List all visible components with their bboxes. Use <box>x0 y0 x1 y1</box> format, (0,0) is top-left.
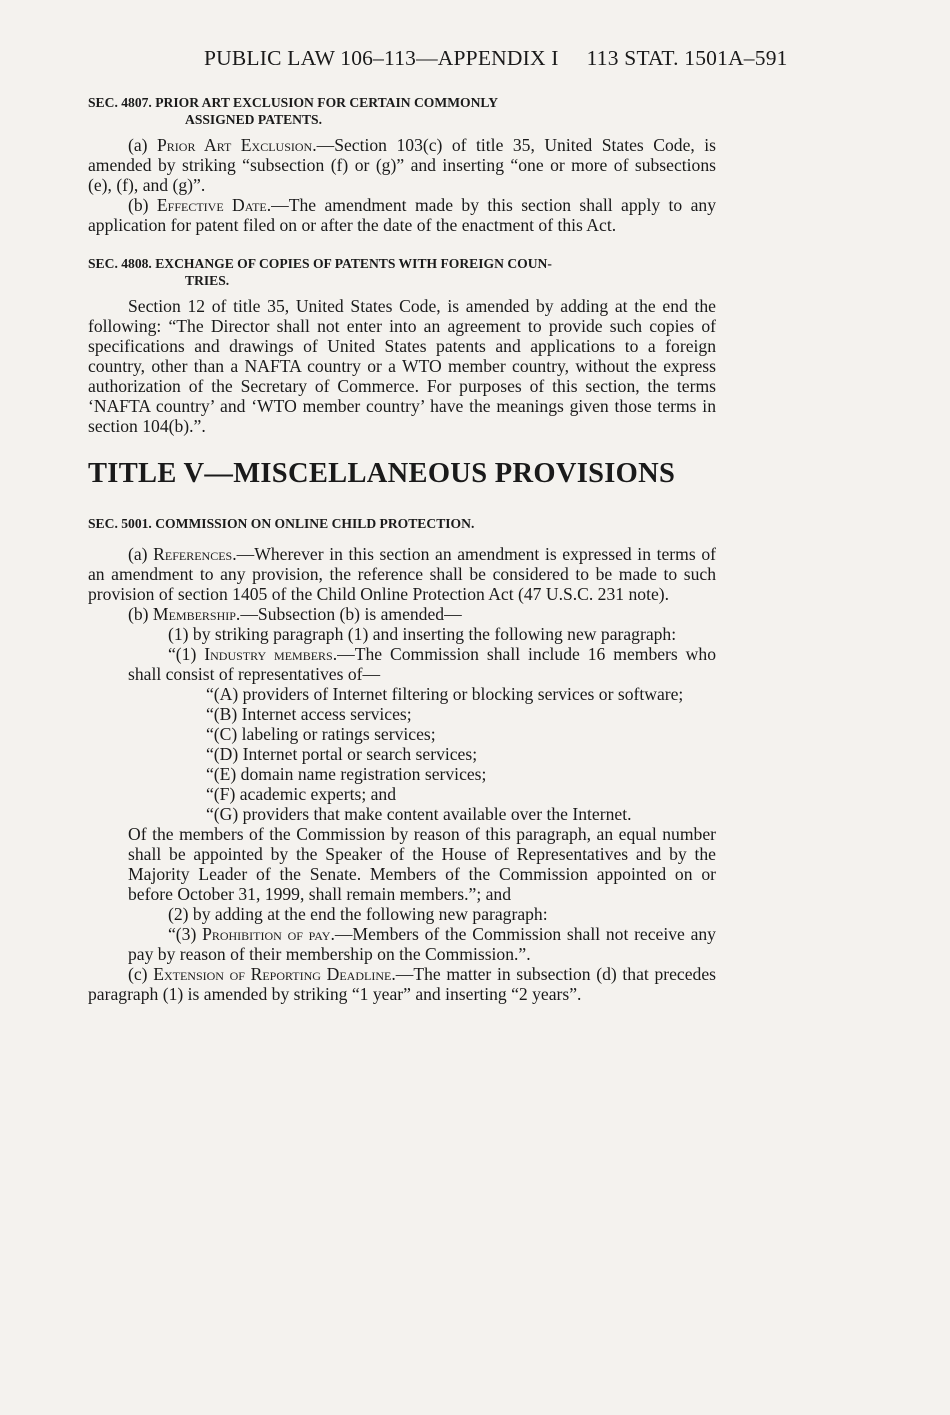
sec-5001-subsection-c: (c) Extension of Reporting Deadline.—The matter in subsection (d) that precedes paragraph (1) is amended by striking “1 year” and inserting “2 years”. <box>88 964 716 1004</box>
running-head-right: 113 STAT. 1501A–591 <box>586 46 788 70</box>
sec-4807-a-caption: Prior Art Exclusion <box>157 135 313 155</box>
quoted-paragraph-1: “(1) Industry members.—The Commission shall include 16 members who shall consist of representatives of— <box>128 644 716 684</box>
sec-4807-subsection-a: (a) Prior Art Exclusion.—Section 103(c) of title 35, United States Code, is amended by striking “subsection (f) or (g)” and inserting “one or more of subsections (e), (f), and (g)”. <box>88 135 716 195</box>
paragraph-2: (2) by adding at the end the following new paragraph: <box>168 904 548 924</box>
list-item-c: “(C) labeling or ratings services; <box>206 724 436 744</box>
list-item-a: “(A) providers of Internet filtering or blocking services or software; <box>206 684 684 704</box>
running-head <box>204 46 788 71</box>
sec-4807-heading <box>88 94 716 128</box>
industry-members-caption: Industry members <box>204 644 333 664</box>
list-item-g: “(G) providers that make content available over the Internet. <box>206 804 632 824</box>
sec-4807-heading-line1: SEC. 4807. PRIOR ART EXCLUSION FOR CERTAIN COMMONLY <box>88 95 499 110</box>
sec-5001-c-caption: Extension of Reporting Deadline <box>153 964 392 984</box>
sec-5001-a-caption: References <box>153 544 233 564</box>
sec-4807-b-caption: Effective Date <box>156 195 267 215</box>
paragraph-1: (1) by striking paragraph (1) and inserting the following new paragraph: <box>168 624 677 644</box>
sec-4807-heading-line2: ASSIGNED PATENTS. <box>185 112 322 127</box>
sec-5001-heading: SEC. 5001. COMMISSION ON ONLINE CHILD PROTECTION. <box>88 516 475 531</box>
sec-4808-heading-line1: SEC. 4808. EXCHANGE OF COPIES OF PATENTS WITH FOREIGN COUN- <box>88 256 552 271</box>
list-item-e: “(E) domain name registration services; <box>206 764 487 784</box>
sec-5001-subsection-a: (a) References.—Wherever in this section an amendment is expressed in terms of an amendment to any provision, the reference shall be considered to be made to such provision of section 1405 of the Child Online Protection Act (47 U.S.C. 231 note). <box>88 544 716 604</box>
sec-4808-text: Section 12 of title 35, United States Code, is amended by adding at the end the following: “The Director shall not enter into an agreement to provide such copies of specifications and drawings of United States patents and applications to a foreign country, other than a NAFTA country or a WTO member country, without the express authorization of the Secretary of Commerce. For purposes of this section, the terms ‘NAFTA country’ and ‘WTO member country’ have the meanings given those terms in section 104(b).”. <box>88 296 716 436</box>
sec-4808-heading <box>88 255 716 289</box>
list-item-f: “(F) academic experts; and <box>206 784 397 804</box>
body-column <box>88 94 716 1004</box>
sec-5001-subsection-b: (b) Membership.—Subsection (b) is amended— <box>128 604 462 624</box>
list-item-d: “(D) Internet portal or search services; <box>206 744 478 764</box>
title-v-heading: TITLE V—MISCELLANEOUS PROVISIONS <box>88 458 676 489</box>
members-paragraph: Of the members of the Commission by reason of this paragraph, an equal number shall be appointed by the Speaker of the House of Representatives and by the Majority Leader of the Senate. Members of the Commission appointed on or before October 31, 1999, shall remain members.”; and <box>128 824 716 904</box>
prohibition-of-pay-caption: Prohibition of pay <box>202 924 331 944</box>
sec-4808-heading-line2: TRIES. <box>185 273 230 288</box>
quoted-paragraph-3: “(3) Prohibition of pay.—Members of the Commission shall not receive any pay by reason of their membership on the Commission.”. <box>128 924 716 964</box>
list-item-b: “(B) Internet access services; <box>206 704 412 724</box>
sec-5001-b-caption: Membership <box>152 604 236 624</box>
sec-4807-subsection-b: (b) Effective Date.—The amendment made by this section shall apply to any application for patent filed on or after the date of the enactment of this Act. <box>88 195 716 235</box>
running-head-left: PUBLIC LAW 106–113—APPENDIX I <box>204 46 559 70</box>
